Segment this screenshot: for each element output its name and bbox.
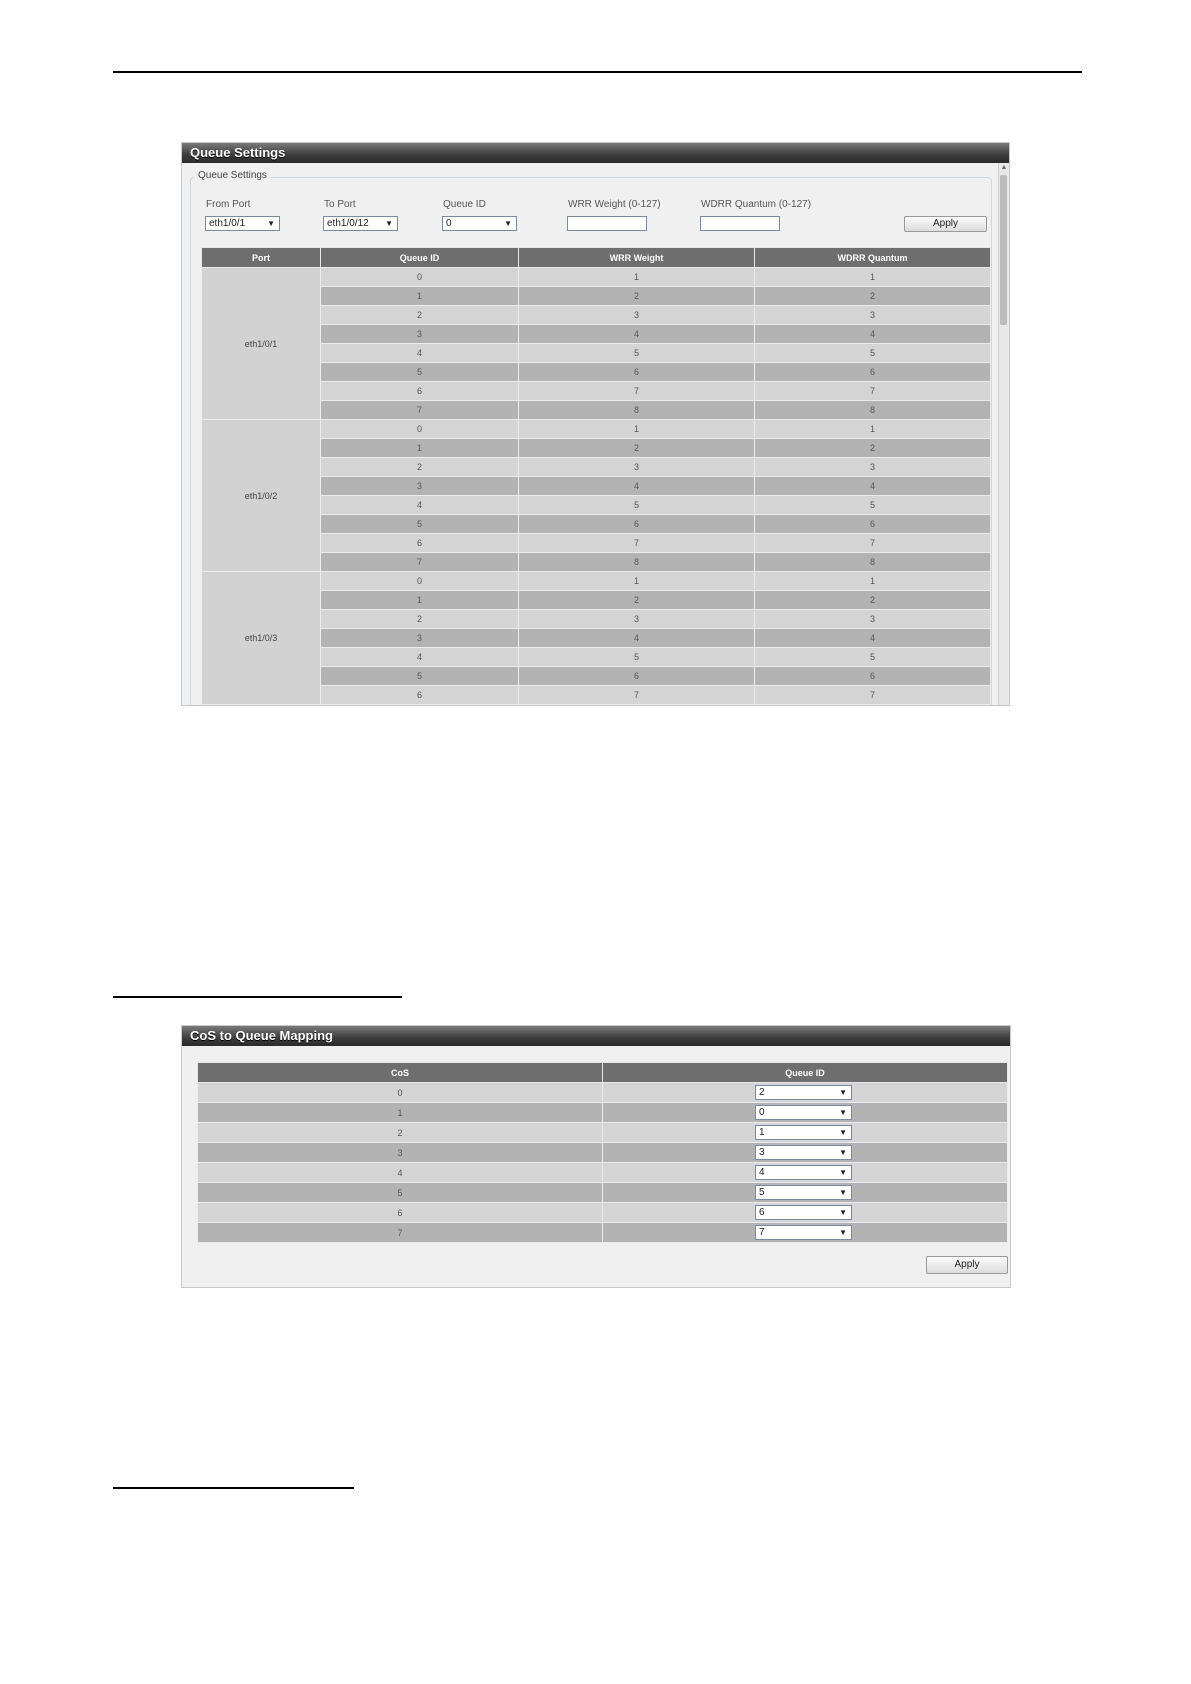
wdrr-quantum-cell: 7 bbox=[755, 686, 991, 705]
queue-id-cell: 4 bbox=[321, 344, 519, 363]
queue-id-cell bbox=[603, 1143, 1008, 1163]
cos-value-cell: 1 bbox=[198, 1103, 603, 1123]
table-row bbox=[202, 686, 991, 705]
cos-value-cell: 6 bbox=[198, 1203, 603, 1223]
queue-id-cell: 0 bbox=[321, 572, 519, 591]
wdrr-quantum-cell: 4 bbox=[755, 629, 991, 648]
chevron-down-icon: ▼ bbox=[385, 219, 393, 228]
queue-id-select[interactable] bbox=[755, 1145, 852, 1160]
wrr-weight-cell: 8 bbox=[519, 553, 755, 572]
section-link-underline bbox=[113, 996, 402, 998]
wrr-weight-cell: 1 bbox=[519, 420, 755, 439]
table-row bbox=[202, 268, 991, 287]
table-row bbox=[202, 496, 991, 515]
to-port-value: eth1/0/12 bbox=[327, 218, 369, 229]
from-port-value: eth1/0/1 bbox=[209, 218, 246, 229]
scroll-up-arrow-icon[interactable]: ▲ bbox=[1000, 164, 1008, 171]
table-row bbox=[202, 515, 991, 534]
wrr-weight-cell: 2 bbox=[519, 439, 755, 458]
wdrr-quantum-cell: 2 bbox=[755, 591, 991, 610]
table-row bbox=[198, 1083, 1008, 1103]
table-row bbox=[202, 477, 991, 496]
wrr-weight-cell: 2 bbox=[519, 591, 755, 610]
queue-id-cell: 2 bbox=[321, 458, 519, 477]
wdrr-quantum-cell: 3 bbox=[755, 458, 991, 477]
wrr-weight-cell: 4 bbox=[519, 477, 755, 496]
wrr-weight-cell: 6 bbox=[519, 667, 755, 686]
wdrr-quantum-cell: 5 bbox=[755, 496, 991, 515]
wrr-weight-cell: 7 bbox=[519, 686, 755, 705]
cos-value-cell: 0 bbox=[198, 1083, 603, 1103]
queue-id-cell: 1 bbox=[321, 591, 519, 610]
wrr-weight-cell: 7 bbox=[519, 534, 755, 553]
scroll-thumb[interactable] bbox=[1000, 175, 1007, 325]
queue-id-select[interactable] bbox=[755, 1165, 852, 1180]
table-row bbox=[202, 610, 991, 629]
wrr-weight-label: WRR Weight (0-127) bbox=[568, 199, 661, 210]
wrr-weight-cell: 1 bbox=[519, 572, 755, 591]
queue-id-cell: 7 bbox=[321, 553, 519, 572]
cos-value-cell: 3 bbox=[198, 1143, 603, 1163]
queue-id-column-header: Queue ID bbox=[603, 1063, 1008, 1083]
table-row bbox=[198, 1203, 1008, 1223]
queue-id-cell bbox=[603, 1123, 1008, 1143]
table-row bbox=[202, 344, 991, 363]
wdrr-quantum-cell: 7 bbox=[755, 534, 991, 553]
wrr-weight-cell: 3 bbox=[519, 306, 755, 325]
table-row bbox=[202, 572, 991, 591]
table-header-row bbox=[202, 248, 991, 268]
wrr-weight-cell: 5 bbox=[519, 344, 755, 363]
chevron-down-icon: ▼ bbox=[839, 1128, 847, 1137]
header-rule bbox=[113, 71, 1082, 73]
table-row bbox=[202, 325, 991, 344]
queue-id-select[interactable] bbox=[755, 1225, 852, 1240]
queue-id-cell: 4 bbox=[321, 496, 519, 515]
wdrr-quantum-cell: 5 bbox=[755, 648, 991, 667]
to-port-label: To Port bbox=[324, 199, 356, 210]
queue-id-cell: 5 bbox=[321, 515, 519, 534]
queue-id-select[interactable] bbox=[755, 1085, 852, 1100]
table-row bbox=[202, 591, 991, 610]
cos-mapping-table bbox=[197, 1062, 1008, 1243]
cos-value-cell: 4 bbox=[198, 1163, 603, 1183]
wdrr-quantum-cell: 4 bbox=[755, 477, 991, 496]
port-column-header: Port bbox=[202, 248, 321, 268]
cos-queue-mapping-panel bbox=[181, 1025, 1011, 1288]
queue-id-label: Queue ID bbox=[443, 199, 486, 210]
queue-id-cell: 6 bbox=[321, 686, 519, 705]
table-row bbox=[202, 401, 991, 420]
queue-id-cell: 2 bbox=[321, 306, 519, 325]
queue-id-column-header: Queue ID bbox=[321, 248, 519, 268]
queue-table-viewport bbox=[181, 162, 999, 706]
cos-value-cell: 5 bbox=[198, 1183, 603, 1203]
wdrr-quantum-cell: 6 bbox=[755, 515, 991, 534]
queue-settings-title: Queue Settings bbox=[182, 143, 1009, 163]
cos-queue-mapping-title: CoS to Queue Mapping bbox=[182, 1026, 1010, 1046]
wdrr-quantum-cell: 5 bbox=[755, 344, 991, 363]
table-row bbox=[202, 382, 991, 401]
table-row bbox=[202, 458, 991, 477]
chevron-down-icon: ▼ bbox=[839, 1208, 847, 1217]
wdrr-quantum-cell: 6 bbox=[755, 363, 991, 382]
table-row bbox=[198, 1143, 1008, 1163]
queue-id-cell: 6 bbox=[321, 534, 519, 553]
port-cell: eth1/0/2 bbox=[202, 420, 321, 572]
cos-mapping-table-body bbox=[198, 1083, 1008, 1243]
queue-id-select-value: 7 bbox=[759, 1227, 765, 1238]
port-cell: eth1/0/3 bbox=[202, 572, 321, 705]
table-row bbox=[198, 1223, 1008, 1243]
wrr-weight-cell: 6 bbox=[519, 363, 755, 382]
queue-id-select[interactable] bbox=[755, 1105, 852, 1120]
wdrr-quantum-cell: 7 bbox=[755, 382, 991, 401]
queue-id-select-value: 0 bbox=[759, 1107, 765, 1118]
queue-id-cell: 1 bbox=[321, 287, 519, 306]
queue-id-select[interactable] bbox=[755, 1125, 852, 1140]
cos-apply-button[interactable]: Apply bbox=[926, 1256, 1008, 1274]
table-row bbox=[202, 553, 991, 572]
wrr-weight-cell: 5 bbox=[519, 496, 755, 515]
queue-id-cell: 5 bbox=[321, 667, 519, 686]
wdrr-quantum-cell: 8 bbox=[755, 553, 991, 572]
wrr-weight-cell: 6 bbox=[519, 515, 755, 534]
queue-id-cell: 4 bbox=[321, 648, 519, 667]
queue-id-select-value: 6 bbox=[759, 1207, 765, 1218]
wdrr-quantum-cell: 6 bbox=[755, 667, 991, 686]
wrr-weight-cell: 2 bbox=[519, 287, 755, 306]
chevron-down-icon: ▼ bbox=[839, 1228, 847, 1237]
queue-id-cell: 0 bbox=[321, 420, 519, 439]
wdrr-quantum-cell: 2 bbox=[755, 287, 991, 306]
queue-settings-table bbox=[201, 247, 991, 705]
chevron-down-icon: ▼ bbox=[504, 219, 512, 228]
wdrr-quantum-cell: 1 bbox=[755, 572, 991, 591]
wdrr-quantum-cell: 3 bbox=[755, 610, 991, 629]
cos-value-cell: 2 bbox=[198, 1123, 603, 1143]
queue-id-cell: 1 bbox=[321, 439, 519, 458]
queue-id-cell: 3 bbox=[321, 477, 519, 496]
wrr-weight-cell: 3 bbox=[519, 610, 755, 629]
table-row bbox=[202, 287, 991, 306]
table-row bbox=[202, 306, 991, 325]
table-header-row bbox=[198, 1063, 1008, 1083]
queue-id-value: 0 bbox=[446, 218, 452, 229]
cos-value-cell: 7 bbox=[198, 1223, 603, 1243]
wrr-weight-cell: 4 bbox=[519, 629, 755, 648]
queue-id-select-value: 2 bbox=[759, 1087, 765, 1098]
queue-id-cell: 7 bbox=[321, 401, 519, 420]
queue-id-cell bbox=[603, 1223, 1008, 1243]
table-row bbox=[202, 439, 991, 458]
queue-id-cell: 3 bbox=[321, 325, 519, 344]
chevron-down-icon: ▼ bbox=[839, 1168, 847, 1177]
chevron-down-icon: ▼ bbox=[839, 1108, 847, 1117]
port-cell: eth1/0/1 bbox=[202, 268, 321, 420]
queue-settings-scrollbar[interactable] bbox=[998, 163, 1009, 705]
queue-id-cell: 5 bbox=[321, 363, 519, 382]
wdrr-quantum-cell: 1 bbox=[755, 420, 991, 439]
cos-column-header: CoS bbox=[198, 1063, 603, 1083]
queue-id-cell: 6 bbox=[321, 382, 519, 401]
queue-id-select-value: 1 bbox=[759, 1127, 765, 1138]
queue-id-cell: 3 bbox=[321, 629, 519, 648]
wrr-weight-cell: 3 bbox=[519, 458, 755, 477]
queue-settings-table-body bbox=[202, 268, 991, 705]
table-row bbox=[202, 648, 991, 667]
wdrr-quantum-cell: 1 bbox=[755, 268, 991, 287]
queue-id-cell bbox=[603, 1203, 1008, 1223]
queue-id-cell bbox=[603, 1183, 1008, 1203]
queue-id-cell: 0 bbox=[321, 268, 519, 287]
queue-id-cell bbox=[603, 1103, 1008, 1123]
table-row bbox=[202, 363, 991, 382]
wdrr-quantum-cell: 8 bbox=[755, 401, 991, 420]
wrr-weight-cell: 8 bbox=[519, 401, 755, 420]
queue-id-select[interactable] bbox=[755, 1205, 852, 1220]
queue-id-cell bbox=[603, 1083, 1008, 1103]
table-row bbox=[198, 1163, 1008, 1183]
chevron-down-icon: ▼ bbox=[839, 1088, 847, 1097]
wrr-weight-column-header: WRR Weight bbox=[519, 248, 755, 268]
queue-id-cell: 2 bbox=[321, 610, 519, 629]
queue-id-cell bbox=[603, 1163, 1008, 1183]
wrr-weight-cell: 5 bbox=[519, 648, 755, 667]
queue-id-select[interactable] bbox=[755, 1185, 852, 1200]
queue-id-select-value: 4 bbox=[759, 1167, 765, 1178]
queue-settings-apply-button[interactable]: Apply bbox=[904, 216, 987, 232]
table-row bbox=[198, 1123, 1008, 1143]
queue-id-select-value: 5 bbox=[759, 1187, 765, 1198]
fieldset-legend: Queue Settings bbox=[195, 170, 270, 181]
table-row bbox=[202, 534, 991, 553]
section-link-underline bbox=[113, 1487, 354, 1489]
wdrr-quantum-cell: 2 bbox=[755, 439, 991, 458]
wdrr-quantum-column-header: WDRR Quantum bbox=[755, 248, 991, 268]
table-row bbox=[198, 1183, 1008, 1203]
wrr-weight-cell: 1 bbox=[519, 268, 755, 287]
wdrr-quantum-label: WDRR Quantum (0-127) bbox=[701, 199, 812, 210]
table-row bbox=[202, 629, 991, 648]
queue-id-select-value: 3 bbox=[759, 1147, 765, 1158]
from-port-label: From Port bbox=[206, 199, 251, 210]
table-row bbox=[202, 667, 991, 686]
table-row bbox=[202, 420, 991, 439]
wdrr-quantum-cell: 4 bbox=[755, 325, 991, 344]
chevron-down-icon: ▼ bbox=[267, 219, 275, 228]
chevron-down-icon: ▼ bbox=[839, 1188, 847, 1197]
chevron-down-icon: ▼ bbox=[839, 1148, 847, 1157]
wrr-weight-cell: 7 bbox=[519, 382, 755, 401]
wrr-weight-cell: 4 bbox=[519, 325, 755, 344]
wdrr-quantum-cell: 3 bbox=[755, 306, 991, 325]
table-row bbox=[198, 1103, 1008, 1123]
